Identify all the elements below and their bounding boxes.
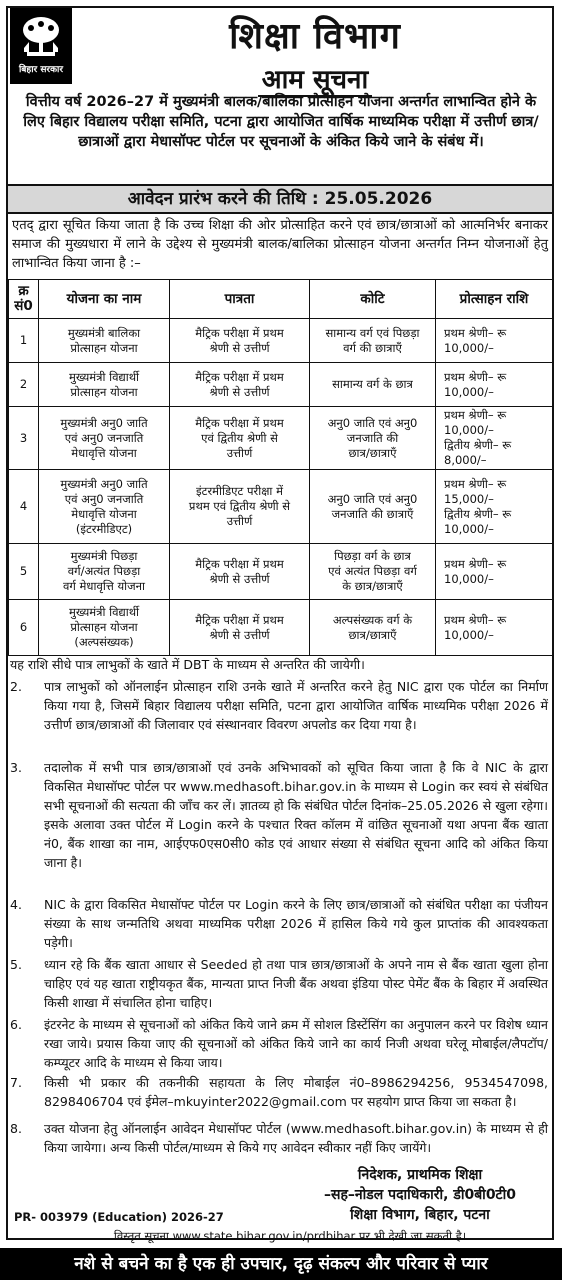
table-row [9,407,553,470]
bihar-government-logo [10,8,72,84]
cell-category: अल्पसंख्यक वर्ग के छात्र/छात्राएँ [310,600,436,656]
list-item [10,758,548,872]
point-number: 5. [10,957,22,972]
scheme-table [8,279,553,656]
cell-scheme-name: मुख्यमंत्री पिछड़ा वर्ग/अत्यंत पिछड़ा वर्ग मेधावृत्ति योजना [39,544,170,600]
point-number: 7. [10,1075,22,1090]
cell-amount: प्रथम श्रेणी– रू 10,000/– द्वितीय श्रेणी– रू 8,000/– [436,407,553,470]
point-number: 8. [10,1121,22,1136]
signature-line-2: –सह–नोडल पदाधिकारी, डी0बी0टी0 [324,1187,516,1203]
cell-serial: 3 [9,407,39,470]
list-item [10,677,548,734]
point-number: 3. [10,760,22,775]
header-scheme-name: योजना का नाम [39,280,170,319]
list-item [10,655,548,674]
cell-scheme-name: मुख्यमंत्री अनु0 जाति एवं अनु0 जनजाति मेधावृत्ति योजना [39,407,170,470]
table-row [9,470,553,544]
cell-eligibility: मैट्रिक परीक्षा में प्रथम श्रेणी से उत्तीर्ण [170,363,310,407]
point-text: यह राशि सीधे पात्र लाभुकों के खाते में DBT के माध्यम से अन्तरित की जायेगी। [10,657,365,672]
cell-serial: 1 [9,319,39,363]
bodhi-tree-icon [18,14,64,60]
cell-serial: 4 [9,470,39,544]
point-text: उक्त योजना हेतु ऑनलाईन आवेदन मेधासॉफ्ट पोर्टल (www.medhasoft.bihar.gov.in) के माध्यम से ही किया जायेगा। अन्य किसी पोर्टल/माध्यम से किये गए आवेदन स्वीकार नहीं किए जायेंगे। [44,1121,548,1155]
point-text: इंटरनेट के माध्यम से सूचनाओं को अंकित किये जाने क्रम में सोशल डिस्टेंसिंग का अनुपालन करने पर विशेष ध्यान रखा जाये। प्रयास किया जाए की सूचनाओं को अंकित किये जाने का कार्य निजी अथवा घरेलू मोबाईल/लैपटॉप/कम्प्यूटर आदि के माध्यम से किया जाय। [44,1017,548,1070]
list-item [10,1119,548,1157]
cell-amount: प्रथम श्रेणी– रू 10,000/– [436,600,553,656]
cell-amount: प्रथम श्रेणी– रू 15,000/– द्वितीय श्रेणी– रू 10,000/– [436,470,553,544]
point-number: 6. [10,1017,22,1032]
list-item [10,1073,548,1111]
header-incentive-amount: प्रोत्साहन राशि [436,280,553,319]
cell-category: अनु0 जाति एवं अनु0 जनजाति की छात्र/छात्राएँ [310,407,436,470]
point-text: NIC के द्वारा विकसित मेधासॉफ्ट पोर्टल पर Login करने के लिए छात्र/छात्राओं को संबंधित परीक्षा का पंजीयन संख्या के साथ जन्मतिथि अथवा माध्यमिक परीक्षा 2026 में हासिल किये गये कुल प्राप्तांक की आवश्यकता पड़ेगी। [44,897,548,950]
logo-label: बिहार सरकार [18,65,64,75]
cell-eligibility: मैट्रिक परीक्षा में प्रथम श्रेणी से उत्तीर्ण [170,544,310,600]
signature-line-3: शिक्षा विभाग, बिहार, पटना [350,1207,490,1223]
cell-amount: प्रथम श्रेणी– रू 10,000/– [436,319,553,363]
list-item [10,895,548,952]
point-text: तदालोक में सभी पात्र छात्र/छात्राओं एवं उनके अभिभावकों को सूचित किया जाता है कि वे NIC के द्वारा विकसित मेधासॉफ्ट पोर्टल पर www.medhasoft.bihar.gov.in के माध्यम से Login कर स्वयं से संबंधित सभी सूचनाओं की सत्यता की जाँच कर लें। ज्ञातव्य हो कि संबंधित पोर्टल दिनांक–25.05.2026 से खुला रहेगा। इसके अलावा उक्त पोर्टल में Login करने के पश्चात रिक्त कॉलम में वांछित सूचनाओं यथा अपना बैंक खाता नं0, बैंक शाखा का नाम, आईएफ0एस0सी0 कोड एवं आधार संख्या से संबंधित सूचना आदि को अंकित किया जाना है। [44,760,548,870]
cell-eligibility: इंटरमीडिएट परीक्षा में प्रथम एवं द्वितीय श्रेणी से उत्तीर्ण [170,470,310,544]
cell-category: सामान्य वर्ग एवं पिछड़ा वर्ग की छात्राएँ [310,319,436,363]
table-row [9,319,553,363]
table-row [9,544,553,600]
cell-serial: 5 [9,544,39,600]
page-subtitle-wrap [80,60,550,96]
footnote: विस्तृत सूचना www.state.bihar.gov.in/prdbihar पर भी देखी जा सकती है। [113,1229,467,1243]
table-row [9,600,553,656]
header-category: कोटि [310,280,436,319]
cell-serial: 2 [9,363,39,407]
cell-amount: प्रथम श्रेणी– रू 10,000/– [436,363,553,407]
point-number: 4. [10,897,22,912]
intro-paragraph: एतद् द्वारा सूचित किया जाता है कि उच्च शिक्षा की ओर प्रोत्साहित करने एवं छात्र/छात्राओं को आत्मनिर्भर बनाकर समाज की मुख्यधारा में लाने के उद्देश्य से मुख्यमंत्री बालक/बालिका प्रोत्साहन योजना अन्तर्गत निम्न योजनाओं हेतु लाभान्वित किया जाना है :– [12,218,548,271]
cell-category: पिछड़ा वर्ग के छात्र एवं अत्यंत पिछड़ा वर्ग के छात्र/छात्राएँ [310,544,436,600]
notice-subject: वित्तीय वर्ष 2026–27 में मुख्यमंत्री बालक/बालिका प्रोत्साहन योजना अन्तर्गत लाभान्वित होने के लिए बिहार विद्यालय परीक्षा समिति, पटना द्वारा आयोजित वार्षिक माध्यमिक परीक्षा में उत्तीर्ण छात्र/छात्राओं द्वारा मेधासॉफ्ट पोर्टल पर सूचनाओं के अंकित किये जाने के संबंध में। [23,94,539,150]
cell-scheme-name: मुख्यमंत्री विद्यार्थी प्रोत्साहन योजना [39,363,170,407]
signature-block [290,1165,550,1225]
slogan-bar: नशे से बचने का है एक ही उपचार, दृढ़ संकल्प और परिवार से प्यार [0,1248,562,1280]
header-eligibility: पात्रता [170,280,310,319]
point-number: 2. [10,679,22,694]
cell-eligibility: मैट्रिक परीक्षा में प्रथम एवं द्वितीय श्रेणी से उत्तीर्ण [170,407,310,470]
page-title: शिक्षा विभाग [229,16,401,57]
cell-amount: प्रथम श्रेणी– रू 10,000/– [436,544,553,600]
signature-line-1: निदेशक, प्राथमिक शिक्षा [357,1167,483,1183]
application-date-bar: आवेदन प्रारंभ करने की तिथि : 25.05.2026 [8,184,552,214]
header-serial: क्र सं0 [9,280,39,319]
cell-eligibility: मैट्रिक परीक्षा में प्रथम श्रेणी से उत्तीर्ण [170,600,310,656]
cell-category: अनु0 जाति एवं अनु0 जनजाति की छात्राएँ [310,470,436,544]
list-item [10,1015,548,1072]
point-text: ध्यान रहे कि बैंक खाता आधार से Seeded हो तथा पात्र छात्र/छात्राओं के अपने नाम से बैंक खाता खुला होना चाहिए एवं यह खाता राष्ट्रीयकृत बैंक, मान्यता प्राप्त निजी बैंक अथवा इंडिया पोस्ट पेमेंट बैंक के बिहार में अवस्थित किसी शाखा में संचालित होना चाहिए। [44,957,548,1010]
pr-number: PR- 003979 (Education) 2026-27 [14,1210,224,1224]
cell-scheme-name: मुख्यमंत्री अनु0 जाति एवं अनु0 जनजाति मेधावृत्ति योजना (इंटरमीडिएट) [39,470,170,544]
page-subtitle: आम सूचना [258,65,372,97]
point-text: किसी भी प्रकार की तकनीकी सहायता के लिए मोबाईल नं0–8986294256, 9534547098, 8298406704 एवं ईमेल–mkuyinter2022@gmail.com पर सहयोग प्राप्त किया जा सकता है। [44,1075,548,1109]
cell-serial: 6 [9,600,39,656]
point-text: पात्र लाभुकों को ऑनलाईन प्रोत्साहन राशि उनके खाते में अन्तरित करने हेतु NIC द्वारा एक पोर्टल का निर्माण किया गया है, जिसमें बिहार विद्यालय परीक्षा समिति, पटना द्वारा आयोजित वार्षिक माध्यमिक परीक्षा 2026 में उत्तीर्ण छात्र/छात्राओं की जिलावार एवं संस्थानवार विवरण अपलोड कर दिया गया है। [44,679,548,732]
list-item [10,955,548,1012]
cell-scheme-name: मुख्यमंत्री विद्यार्थी प्रोत्साहन योजना (अल्पसंख्यक) [39,600,170,656]
table-header-row [9,280,553,319]
cell-scheme-name: मुख्यमंत्री बालिका प्रोत्साहन योजना [39,319,170,363]
cell-category: सामान्य वर्ग के छात्र [310,363,436,407]
table-row [9,363,553,407]
cell-eligibility: मैट्रिक परीक्षा में प्रथम श्रेणी से उत्तीर्ण [170,319,310,363]
